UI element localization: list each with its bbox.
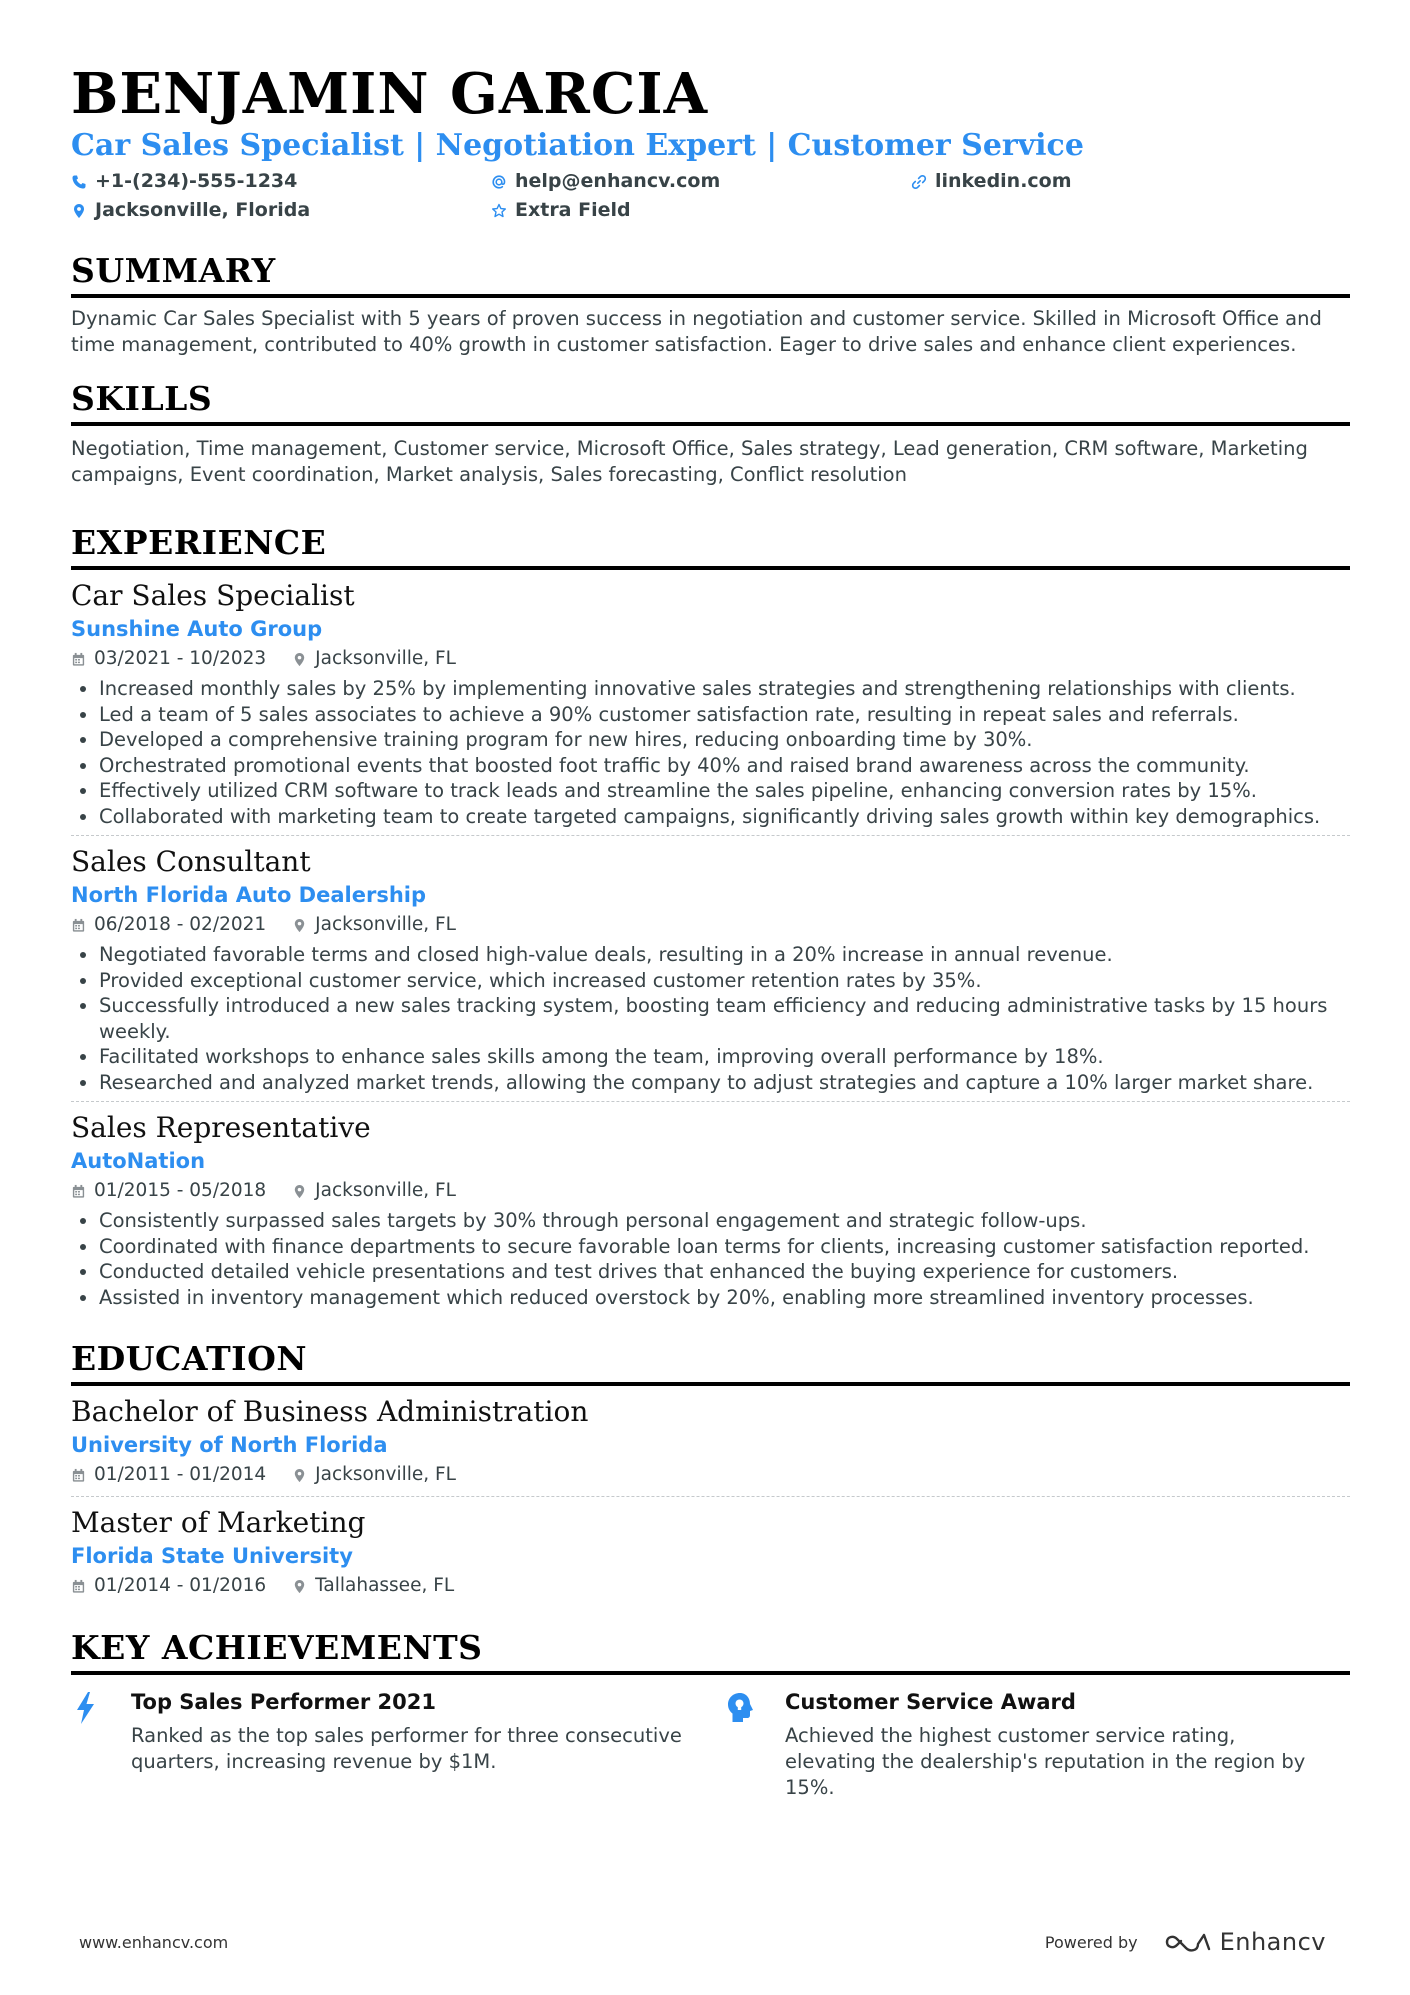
job-dates: 06/2018 - 02/2021 (94, 914, 267, 935)
school-name: University of North Florida (71, 1433, 388, 1457)
location-pin-icon (292, 652, 307, 667)
job-bullets (71, 676, 1350, 829)
resume-header (71, 58, 1350, 224)
bullet-item: • Orchestrated promotional events that boosted foot traffic by 40% and raised brand awareness across the community. (99, 753, 1350, 779)
summary-text: Dynamic Car Sales Specialist with 5 years of proven success in negotiation and customer service. Skilled in Microsoft Office and time management, contributed to 40% growth in customer satisfaction. Eager to drive sales and enhance client experiences. (71, 307, 1322, 356)
calendar-icon (71, 918, 86, 933)
education-meta (71, 1571, 1350, 1601)
lightning-icon (71, 1687, 131, 1801)
job-bullets (71, 942, 1350, 1095)
experience-heading: EXPERIENCE (71, 522, 1350, 570)
page-footer (79, 1928, 1326, 1956)
phone-icon (71, 174, 87, 190)
bullet-item: • Successfully introduced a new sales tracking system, boosting team efficiency and reducing administrative tasks by 15 hours weekly. (99, 993, 1350, 1044)
contact-phone[interactable] (71, 168, 491, 195)
powered-by-label: Powered by (1044, 1932, 1138, 1952)
achievement-item (71, 1687, 725, 1801)
bullet-item: • Conducted detailed vehicle presentations and test drives that enhanced the buying experience for customers. (99, 1259, 1350, 1285)
bullet-item: • Effectively utilized CRM software to track leads and streamline the sales pipeline, enhancing conversion rates by 15%. (99, 778, 1350, 804)
skills-heading: SKILLS (71, 378, 1350, 426)
education-section (71, 1338, 1350, 1607)
education-meta (71, 1460, 1350, 1490)
contact-linkedin[interactable] (911, 168, 1331, 195)
footer-website[interactable]: www.enhancv.com (79, 1932, 229, 1952)
degree-title: Bachelor of Business Administration (71, 1395, 589, 1428)
experience-section (71, 522, 1350, 1316)
company-name: North Florida Auto Dealership (71, 883, 427, 907)
bullet-item: • Collaborated with marketing team to create targeted campaigns, significantly driving sales growth within key demographics. (99, 804, 1350, 830)
contact-extra (491, 197, 911, 224)
job-bullets (71, 1208, 1350, 1310)
job-meta (71, 910, 1350, 940)
education-entry (71, 1386, 1350, 1496)
bullet-item: • Led a team of 5 sales associates to achieve a 90% customer satisfaction rate, resulting in repeat sales and referrals. (99, 702, 1350, 728)
star-icon (491, 203, 507, 219)
bullet-item: • Developed a comprehensive training program for new hires, reducing onboarding time by 30%. (99, 727, 1350, 753)
job-title: Sales Consultant (71, 845, 311, 878)
experience-entry (71, 835, 1350, 1101)
achievement-item (725, 1687, 1325, 1801)
contact-info (71, 168, 1350, 224)
contact-email[interactable] (491, 168, 911, 195)
summary-heading: SUMMARY (71, 250, 1350, 298)
location-pin-icon (71, 203, 87, 219)
summary-section (71, 250, 1350, 358)
degree-title: Master of Marketing (71, 1506, 366, 1539)
achievement-title: Customer Service Award (785, 1690, 1076, 1714)
company-name: Sunshine Auto Group (71, 617, 323, 641)
email-text: help@enhancv.com (515, 170, 721, 192)
job-meta (71, 1176, 1350, 1206)
bullet-item: • Coordinated with finance departments to secure favorable loan terms for clients, increasing customer satisfaction reported. (99, 1234, 1350, 1260)
link-icon (911, 174, 927, 190)
achievements-grid (71, 1687, 1350, 1801)
bullet-item: • Increased monthly sales by 25% by implementing innovative sales strategies and strengthening relationships with clients. (99, 676, 1350, 702)
achievement-description: Ranked as the top sales performer for three consecutive quarters, increasing revenue by $1M. (131, 1724, 682, 1773)
job-location: Jacksonville, FL (315, 914, 456, 935)
location-pin-icon (292, 918, 307, 933)
bullet-item: • Consistently surpassed sales targets by 30% through personal engagement and strategic follow-ups. (99, 1208, 1350, 1234)
job-dates: 03/2021 - 10/2023 (94, 648, 267, 669)
location-pin-icon (292, 1579, 307, 1594)
enhancv-logo-icon (1164, 1930, 1212, 1954)
candidate-name: BENJAMIN GARCIA (71, 61, 709, 127)
education-dates: 01/2014 - 01/2016 (94, 1575, 267, 1596)
achievements-heading: KEY ACHIEVEMENTS (71, 1627, 1350, 1675)
skills-text: Negotiation, Time management, Customer service, Microsoft Office, Sales strategy, Lead generation, CRM software, Marketing campaigns, Event coordination, Market analysis, Sales forecasting, Conflict resolution (71, 437, 1308, 486)
phone-text: +1-(234)-555-1234 (95, 170, 298, 192)
education-entry (71, 1496, 1350, 1607)
calendar-icon (71, 1184, 86, 1199)
education-dates: 01/2011 - 01/2014 (94, 1464, 267, 1485)
skills-section (71, 378, 1350, 488)
achievements-section (71, 1627, 1350, 1801)
contact-location (71, 197, 491, 224)
location-pin-icon (292, 1184, 307, 1199)
job-meta (71, 644, 1350, 674)
education-heading: EDUCATION (71, 1338, 1350, 1386)
job-title: Car Sales Specialist (71, 579, 355, 612)
bullet-item: • Facilitated workshops to enhance sales skills among the team, improving overall performance by 18%. (99, 1044, 1350, 1070)
company-name: AutoNation (71, 1149, 206, 1173)
bullet-item: • Assisted in inventory management which reduced overstock by 20%, enabling more streamlined inventory processes. (99, 1285, 1350, 1311)
extra-field-text: Extra Field (515, 199, 631, 221)
education-location: Tallahassee, FL (315, 1575, 455, 1596)
candidate-headline: Car Sales Specialist | Negotiation Expert | Customer Service (71, 128, 1084, 163)
head-idea-icon (725, 1687, 785, 1801)
calendar-icon (71, 1579, 86, 1594)
job-title: Sales Representative (71, 1111, 371, 1144)
location-text: Jacksonville, Florida (95, 199, 311, 221)
achievement-description: Achieved the highest customer service rating, elevating the dealership's reputation in the region by 15%. (785, 1724, 1306, 1799)
at-icon (491, 174, 507, 190)
job-dates: 01/2015 - 05/2018 (94, 1180, 267, 1201)
brand-name: Enhancv (1219, 1928, 1326, 1956)
job-location: Jacksonville, FL (315, 648, 456, 669)
achievement-title: Top Sales Performer 2021 (131, 1690, 437, 1714)
linkedin-text: linkedin.com (935, 170, 1072, 192)
powered-by (1045, 1928, 1326, 1956)
calendar-icon (71, 652, 86, 667)
experience-entry (71, 570, 1350, 835)
experience-entry (71, 1101, 1350, 1316)
job-location: Jacksonville, FL (315, 1180, 456, 1201)
school-name: Florida State University (71, 1544, 353, 1568)
bullet-item: • Provided exceptional customer service, which increased customer retention rates by 35%. (99, 968, 1350, 994)
bullet-item: • Negotiated favorable terms and closed high-value deals, resulting in a 20% increase in annual revenue. (99, 942, 1350, 968)
location-pin-icon (292, 1468, 307, 1483)
education-location: Jacksonville, FL (315, 1464, 456, 1485)
bullet-item: • Researched and analyzed market trends, allowing the company to adjust strategies and capture a 10% larger market share. (99, 1070, 1350, 1096)
calendar-icon (71, 1468, 86, 1483)
